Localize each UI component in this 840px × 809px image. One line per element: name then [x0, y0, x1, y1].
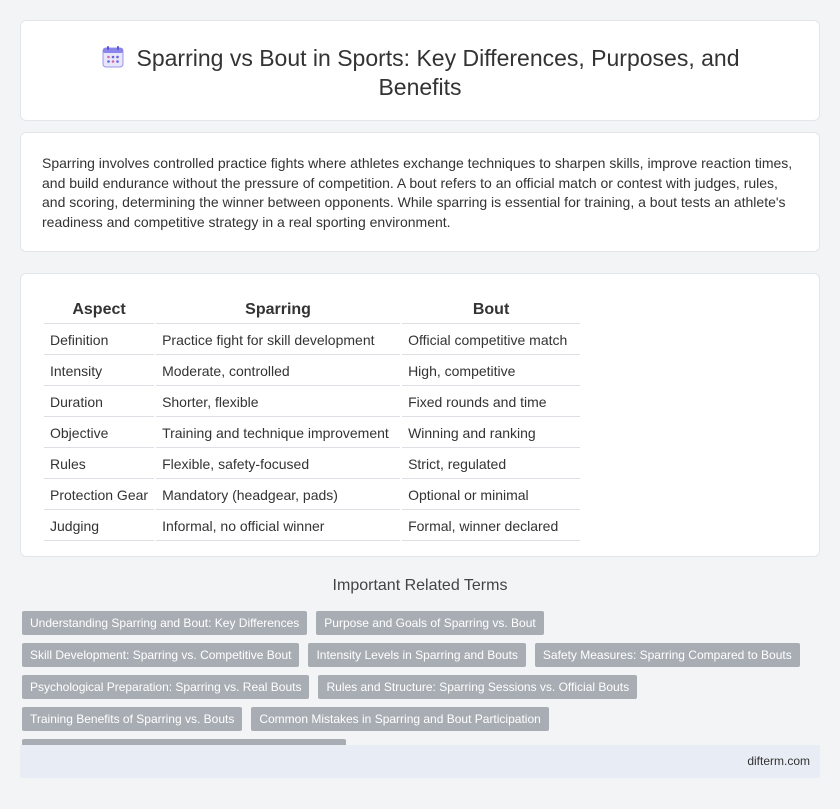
header-card — [20, 20, 820, 121]
related-term-tag[interactable]: Skill Development: Sparring vs. Competitive Bout — [22, 643, 299, 667]
cell-aspect: Duration — [44, 388, 154, 417]
related-term-tag[interactable]: Training Benefits of Sparring vs. Bouts — [22, 707, 242, 731]
related-term-tag[interactable]: Safety Measures: Sparring Compared to Bouts — [535, 643, 800, 667]
comparison-table — [42, 295, 582, 543]
header-bout: Bout — [402, 297, 580, 324]
table-row — [44, 481, 580, 510]
cell-sparring: Shorter, flexible — [156, 388, 400, 417]
cell-sparring: Mandatory (headgear, pads) — [156, 481, 400, 510]
cell-sparring: Informal, no official winner — [156, 512, 400, 541]
cell-aspect: Protection Gear — [44, 481, 154, 510]
cell-aspect: Rules — [44, 450, 154, 479]
related-terms-list — [22, 611, 822, 763]
related-term-tag[interactable]: Purpose and Goals of Sparring vs. Bout — [316, 611, 543, 635]
header-sparring: Sparring — [156, 297, 400, 324]
intro-paragraph: Sparring involves controlled practice fights where athletes exchange techniques to sharpen skills, improve reaction times, and build endurance without the pressure of competition. A bout refers to an official match or contest with judges, rules, and scoring, determining the winner between opponents. While sparring is essential for training, a bout tests an athlete's readiness and competitive strategy in a real sporting environment. — [42, 155, 793, 230]
cell-aspect: Definition — [44, 326, 154, 355]
related-term-tag[interactable]: Psychological Preparation: Sparring vs. Real Bouts — [22, 675, 309, 699]
related-term-tag[interactable]: Intensity Levels in Sparring and Bouts — [308, 643, 525, 667]
cell-bout: Fixed rounds and time — [402, 388, 580, 417]
cell-bout: High, competitive — [402, 357, 580, 386]
comparison-card — [20, 273, 820, 557]
cell-sparring: Practice fight for skill development — [156, 326, 400, 355]
related-term-tag[interactable]: Understanding Sparring and Bout: Key Differences — [22, 611, 307, 635]
page-title: Sparring vs Bout in Sports: Key Differences, Purposes, and Benefits — [136, 45, 740, 100]
cell-bout: Formal, winner declared — [402, 512, 580, 541]
footer-bar — [20, 745, 820, 778]
cell-sparring: Flexible, safety-focused — [156, 450, 400, 479]
cell-bout: Official competitive match — [402, 326, 580, 355]
intro-card — [20, 132, 820, 252]
table-header-row — [44, 297, 580, 324]
footer-site-link[interactable]: difterm.com — [747, 754, 810, 768]
calendar-icon — [101, 45, 125, 69]
cell-aspect: Intensity — [44, 357, 154, 386]
related-term-tag[interactable]: Common Mistakes in Sparring and Bout Participation — [251, 707, 548, 731]
table-row — [44, 357, 580, 386]
table-row — [44, 388, 580, 417]
cell-bout: Winning and ranking — [402, 419, 580, 448]
related-terms-heading: Important Related Terms — [332, 577, 508, 594]
table-row — [44, 450, 580, 479]
table-row — [44, 512, 580, 541]
page-title-wrap — [81, 44, 759, 102]
header-aspect: Aspect — [44, 297, 154, 324]
table-row — [44, 419, 580, 448]
cell-aspect: Judging — [44, 512, 154, 541]
cell-bout: Strict, regulated — [402, 450, 580, 479]
cell-sparring: Moderate, controlled — [156, 357, 400, 386]
related-term-tag[interactable]: Rules and Structure: Sparring Sessions vs. Official Bouts — [318, 675, 637, 699]
cell-aspect: Objective — [44, 419, 154, 448]
cell-bout: Optional or minimal — [402, 481, 580, 510]
cell-sparring: Training and technique improvement — [156, 419, 400, 448]
table-row — [44, 326, 580, 355]
